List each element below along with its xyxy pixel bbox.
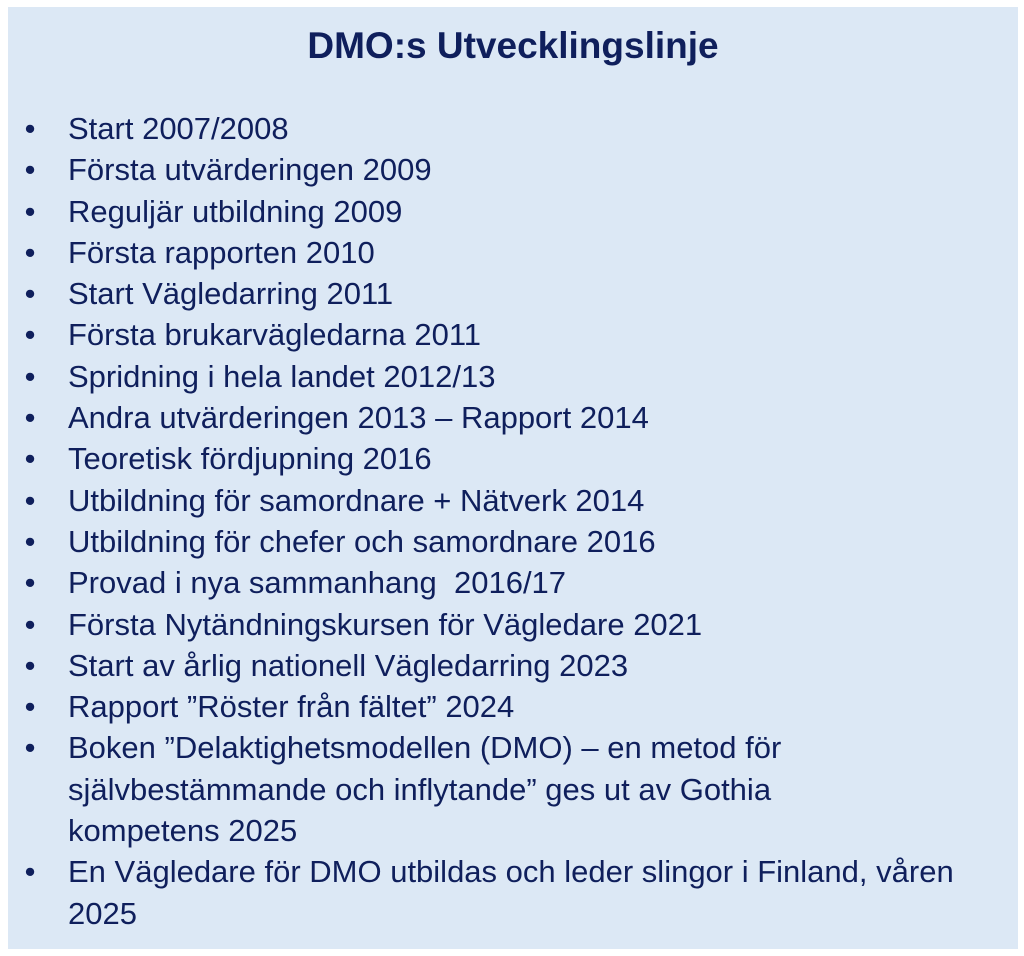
bullet-icon: • (24, 193, 36, 229)
list-item (8, 851, 968, 934)
list-item-text: Första brukarvägledarna 2011 (68, 317, 482, 353)
bullet-icon: • (24, 317, 36, 353)
list-item-text: Teoretisk fördjupning 2016 (68, 441, 432, 477)
list-item-text: Utbildning för chefer och samordnare 2016 (68, 523, 656, 559)
list-item-text: Spridning i hela landet 2012/13 (68, 358, 496, 394)
slide-panel (8, 7, 1018, 949)
bullet-icon: • (24, 111, 36, 146)
bullet-icon: • (24, 606, 36, 642)
list-item-text: Andra utvärderingen 2013 – Rapport 2014 (68, 400, 649, 436)
list-item (8, 562, 968, 603)
list-item-text: Provad i nya sammanhang 2016/17 (68, 565, 567, 601)
list-item-text: Första rapporten 2010 (68, 234, 375, 270)
list-item-text: Rapport ”Röster från fältet” 2024 (68, 689, 515, 725)
bullet-icon: • (24, 234, 36, 270)
list-item (8, 273, 968, 314)
list-item-text: En Vägledare för DMO utbildas och leder slingor i Finland, våren 2025 (68, 854, 954, 931)
bullet-icon: • (24, 276, 36, 312)
list-item-text: Start Vägledarring 2011 (68, 276, 394, 312)
bullet-icon: • (24, 482, 36, 518)
list-item-text: Utbildning för samordnare + Nätverk 2014 (68, 482, 645, 518)
list-item-text: Start 2007/2008 (68, 111, 289, 146)
list-item (8, 645, 968, 686)
bullet-icon: • (24, 854, 36, 890)
bullet-icon: • (24, 441, 36, 477)
list-item (8, 191, 968, 232)
list-item (8, 480, 968, 521)
bullet-icon: • (24, 730, 36, 766)
bullet-icon: • (24, 565, 36, 601)
list-item (8, 397, 968, 438)
list-item (8, 438, 968, 479)
list-item (8, 232, 968, 273)
bullet-icon: • (24, 689, 36, 725)
list-item-text: Reguljär utbildning 2009 (68, 193, 403, 229)
list-item (8, 604, 968, 645)
list-item (8, 686, 968, 727)
list-item (8, 314, 968, 355)
bullet-icon: • (24, 358, 36, 394)
milestone-list (8, 108, 968, 934)
bullet-icon: • (24, 647, 36, 683)
list-item (8, 108, 968, 149)
page-title: DMO:s Utvecklingslinje (307, 25, 719, 66)
bullet-icon: • (24, 152, 36, 188)
list-item-text: Boken ”Delaktighetsmodellen (DMO) – en metod för självbestämmande och inflytande” ges ut av Gothia kompetens 2025 (68, 730, 782, 849)
list-item (8, 356, 968, 397)
list-item-text: Första utvärderingen 2009 (68, 152, 432, 188)
list-item (8, 521, 968, 562)
list-item (8, 149, 968, 190)
bullet-icon: • (24, 523, 36, 559)
list-item-text: Start av årlig nationell Vägledarring 2023 (68, 647, 629, 683)
list-item-text: Första Nytändningskursen för Vägledare 2021 (68, 606, 703, 642)
list-item (8, 727, 968, 851)
bullet-icon: • (24, 400, 36, 436)
